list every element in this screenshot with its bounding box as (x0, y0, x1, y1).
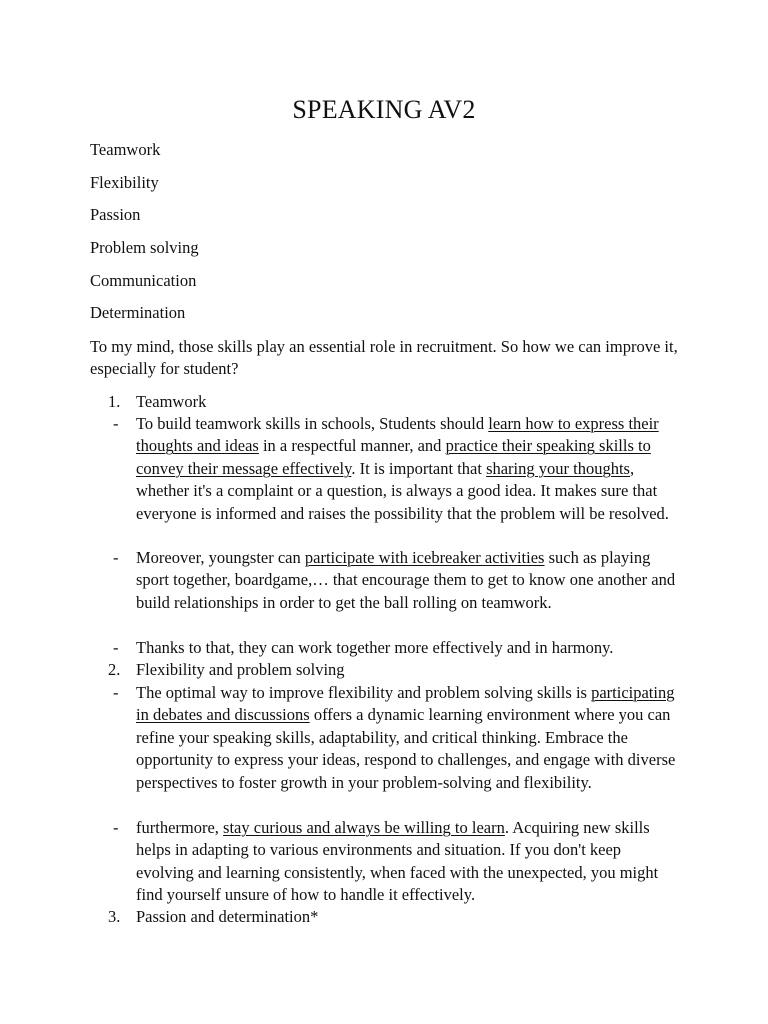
list-number: 2. (108, 660, 121, 679)
bullet-text (136, 682, 682, 794)
skill-communication: Communication (90, 271, 197, 290)
underlined-text: practice their speaking skills to convey their message effectively (136, 436, 651, 478)
section-heading-flexibility: Flexibility and problem solving (136, 660, 345, 679)
list-number: 3. (108, 907, 121, 926)
underlined-text: sharing your thoughts (486, 458, 630, 478)
skill-determination: Determination (90, 303, 186, 322)
page-title: SPEAKING AV2 (292, 95, 476, 124)
text-run: . Acquiring new skills helps in adapting to various environments and situation. If you don't keep evolving and learning consistently, when faced with the unexpected, you might find yourself unsure of how to handle it effectively. (136, 818, 659, 905)
section-heading-teamwork: Teamwork (136, 392, 207, 411)
bullet-text (136, 413, 682, 525)
intro-paragraph: To my mind, those skills play an essential role in recruitment. So how we can improve it, especially for student? (90, 337, 678, 379)
bullet-dash: - (113, 548, 119, 567)
bullet-dash: - (113, 683, 119, 702)
skill-problem-solving: Problem solving (90, 238, 199, 257)
bullet-text: Thanks to that, they can work together more effectively and in harmony. (136, 638, 614, 657)
bullet-dash: - (113, 818, 119, 837)
text-run: Moreover, youngster can (136, 548, 305, 567)
text-run: offers a dynamic learning environment where you can refine your speaking skills, adaptability, and critical thinking. Embrace the opportunity to express your ideas, respond to challenges, and engage with diverse perspectives to foster growth in your problem-solving and flexibility. (136, 705, 676, 792)
underlined-text: participating in debates and discussions (136, 683, 675, 725)
skill-teamwork: Teamwork (90, 140, 161, 159)
underlined-text: participate with icebreaker activities (304, 548, 545, 567)
bullet-dash: - (113, 638, 119, 657)
text-run: To build teamwork skills in schools, Students should (136, 414, 489, 433)
bullet-text (136, 817, 682, 907)
text-run: in a respectful manner, and (258, 436, 446, 456)
underlined-text: stay curious and always be willing to learn (223, 818, 505, 837)
text-run: The optimal way to improve flexibility and problem solving skills is (136, 683, 592, 702)
text-run: such as playing sport together, boardgame,… that encourage them to get to know one another and build relationships in order to get the ball rolling on teamwork. (136, 548, 676, 612)
text-run: furthermore, (136, 818, 224, 837)
section-heading-passion: Passion and determination* (136, 907, 319, 926)
skill-passion: Passion (90, 205, 141, 224)
bullet-text (136, 547, 682, 614)
list-number: 1. (108, 392, 121, 411)
text-run: . It is important that (351, 458, 487, 478)
skill-flexibility: Flexibility (90, 173, 159, 192)
bullet-dash: - (113, 414, 119, 433)
underlined-text: learn how to express their thoughts and ideas (136, 414, 659, 456)
text-run: , whether it's a complaint or a question, is always a good idea. It makes sure that everyone is informed and raises the possibility that the problem will be resolved. (136, 458, 669, 523)
